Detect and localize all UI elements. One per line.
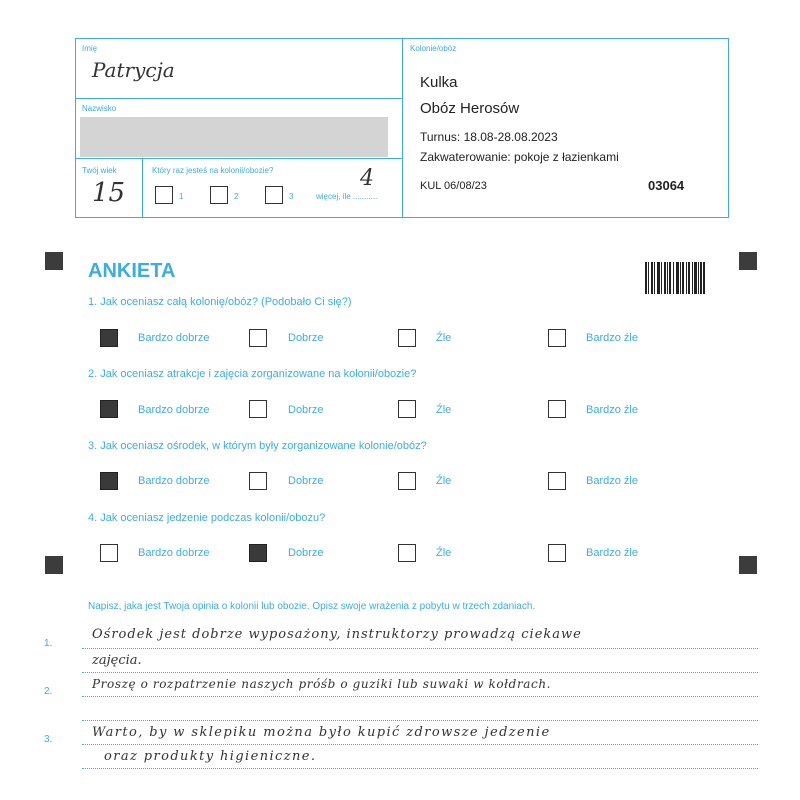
q1-label-bardzo-dobrze: Bardzo dobrze (138, 332, 210, 344)
header-line-2 (75, 158, 402, 159)
raz-2-label: 2 (234, 192, 239, 201)
q1-option-bardzo-dobrze[interactable] (100, 329, 118, 347)
writing-line-4 (82, 720, 758, 721)
q3-option-bardzo-zle[interactable] (548, 472, 566, 490)
wiek-value[interactable]: 15 (92, 178, 126, 208)
checkbox-raz-1[interactable] (155, 186, 173, 204)
wiecej-label: więcej, ile ........... (316, 192, 378, 201)
q3-option-zle[interactable] (398, 472, 416, 490)
header-line-3 (142, 158, 143, 218)
q2-option-dobrze[interactable] (249, 400, 267, 418)
ktory-raz-label: Który raz jesteś na kolonii/obozie? (152, 166, 274, 175)
survey-title: ANKIETA (88, 260, 176, 282)
q2-label-dobrze: Dobrze (288, 404, 324, 416)
q1-option-zle[interactable] (398, 329, 416, 347)
header-line-1 (75, 98, 402, 99)
raz-1-label: 1 (179, 192, 184, 201)
barcode-icon (645, 262, 705, 294)
line-number-3: 3. (44, 734, 53, 745)
writing-line-6 (82, 768, 758, 769)
imie-value[interactable]: Patrycja (92, 58, 175, 82)
opinion-text-1[interactable]: Ośrodek jest dobrze wyposażony, instruktorzy prowadzą ciekawe (92, 627, 582, 642)
camp-name-2: Obóz Herosów (420, 100, 520, 117)
q2-option-bardzo-dobrze[interactable] (100, 400, 118, 418)
opinion-prompt: Napisz, jaka jest Twoja opinia o kolonii lub obozie. Opisz swoje wrażenia z pobytu w trzech zdaniach. (88, 601, 536, 612)
question-2: 2. Jak oceniasz atrakcje i zajęcia zorganizowane na kolonii/obozie? (88, 368, 417, 380)
registration-marker-tl (45, 252, 63, 270)
q4-label-zle: Źle (436, 547, 452, 559)
q2-label-bardzo-zle: Bardzo źle (586, 404, 638, 416)
q1-option-dobrze[interactable] (249, 329, 267, 347)
wiecej-value[interactable]: 4 (360, 166, 374, 191)
q4-option-zle[interactable] (398, 544, 416, 562)
camp-code: KUL 06/08/23 (420, 180, 487, 192)
zakwaterowanie: Zakwaterowanie: pokoje z łazienkami (420, 150, 619, 164)
opinion-text-4[interactable]: Warto, by w sklepiku można było kupić zdrowsze jedzenie (92, 725, 551, 740)
q2-option-zle[interactable] (398, 400, 416, 418)
checkbox-raz-2[interactable] (210, 186, 228, 204)
registration-marker-br (739, 556, 757, 574)
q3-label-bardzo-zle: Bardzo źle (586, 475, 638, 487)
imie-label: Imię (82, 44, 98, 53)
writing-line-1 (82, 648, 758, 649)
form-number: 03064 (648, 178, 685, 193)
opinion-text-3[interactable]: Proszę o rozpatrzenie naszych próśb o guziki lub suwaki w kołdrach. (92, 677, 552, 691)
writing-line-3 (82, 696, 758, 697)
opinion-text-5[interactable]: oraz produkty higieniczne. (104, 749, 317, 764)
writing-line-5 (82, 744, 758, 745)
camp-name-1: Kulka (420, 74, 458, 91)
q3-label-dobrze: Dobrze (288, 475, 324, 487)
q1-label-bardzo-zle: Bardzo źle (586, 332, 638, 344)
q4-option-bardzo-dobrze[interactable] (100, 544, 118, 562)
header-divider (402, 38, 403, 218)
q3-option-bardzo-dobrze[interactable] (100, 472, 118, 490)
q3-label-bardzo-dobrze: Bardzo dobrze (138, 475, 210, 487)
q4-label-bardzo-dobrze: Bardzo dobrze (138, 547, 210, 559)
kolonie-label: Kolonie/obóz (410, 44, 457, 53)
nazwisko-label: Nazwisko (82, 104, 117, 113)
question-1: 1. Jak oceniasz całą kolonię/obóz? (Podobało Ci się?) (88, 296, 352, 308)
checkbox-raz-3[interactable] (265, 186, 283, 204)
registration-marker-bl (45, 556, 63, 574)
nazwisko-redacted (80, 117, 388, 157)
question-4: 4. Jak oceniasz jedzenie podczas kolonii/obozu? (88, 512, 326, 524)
raz-3-label: 3 (289, 192, 294, 201)
q3-label-zle: Źle (436, 475, 452, 487)
line-number-2: 2. (44, 686, 53, 697)
wiek-label: Twój wiek (82, 166, 117, 175)
q3-option-dobrze[interactable] (249, 472, 267, 490)
turnus: Turnus: 18.08-28.08.2023 (420, 130, 558, 144)
q1-label-zle: Źle (436, 332, 452, 344)
opinion-text-2[interactable]: zajęcia. (92, 653, 142, 668)
writing-line-2 (82, 672, 758, 673)
q1-label-dobrze: Dobrze (288, 332, 324, 344)
q2-option-bardzo-zle[interactable] (548, 400, 566, 418)
q2-label-zle: Źle (436, 404, 452, 416)
line-number-1: 1. (44, 638, 53, 649)
registration-marker-tr (739, 252, 757, 270)
q2-label-bardzo-dobrze: Bardzo dobrze (138, 404, 210, 416)
q4-option-dobrze[interactable] (249, 544, 267, 562)
q1-option-bardzo-zle[interactable] (548, 329, 566, 347)
q4-option-bardzo-zle[interactable] (548, 544, 566, 562)
question-3: 3. Jak oceniasz ośrodek, w którym były zorganizowane kolonie/obóz? (88, 440, 427, 452)
q4-label-dobrze: Dobrze (288, 547, 324, 559)
q4-label-bardzo-zle: Bardzo źle (586, 547, 638, 559)
